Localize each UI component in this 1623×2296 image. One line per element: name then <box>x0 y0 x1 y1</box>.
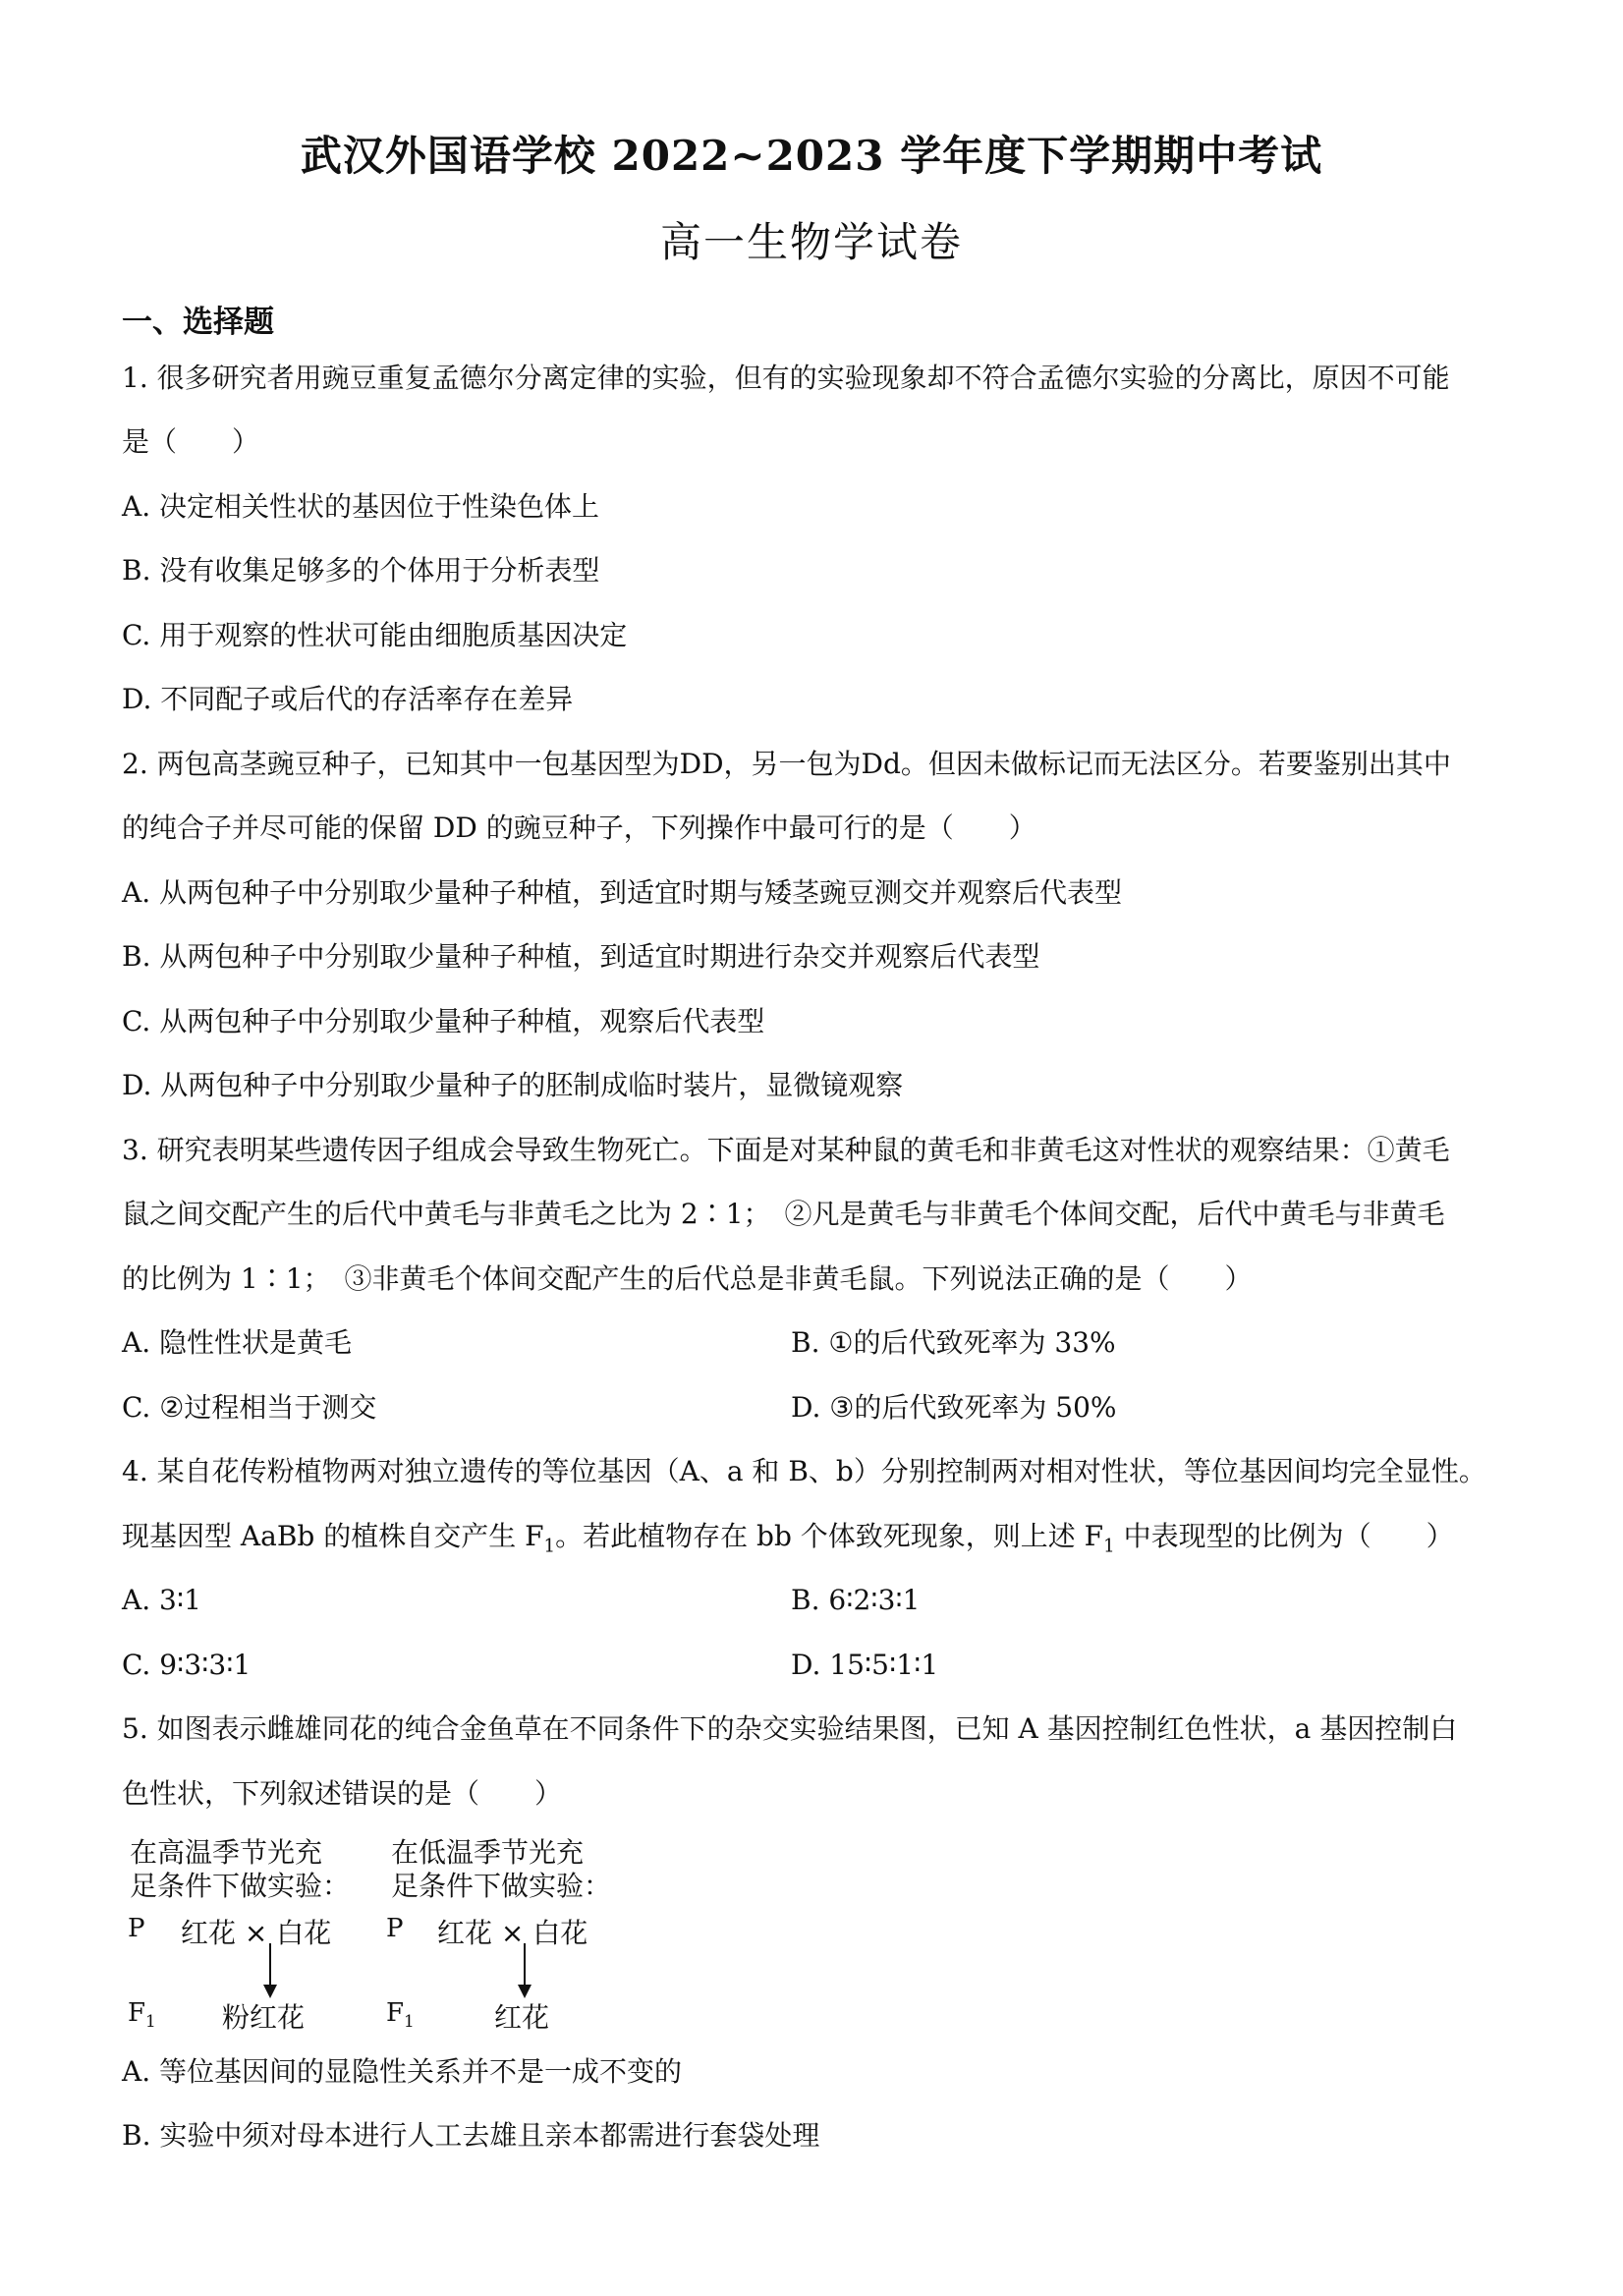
left-condition-line1: 在高温季节光充 <box>130 1836 323 1869</box>
q3-option-b: B. ①的后代致死率为 33% <box>791 1326 1116 1359</box>
q3-stem-line1: 3. 研究表明某些遗传因子组成会导致生物死亡。下面是对某种鼠的黄毛和非黄毛这对性状的观察结果：①黄毛 <box>122 1134 1450 1166</box>
q4-option-d: D. 15∶5∶1∶1 <box>791 1649 939 1681</box>
left-f1-result: 粉红花 <box>222 2001 306 2034</box>
q4-option-a: A. 3∶1 <box>122 1584 201 1616</box>
q2-option-d: D. 从两包种子中分别取少量种子的胚制成临时装片，显微镜观察 <box>122 1069 904 1101</box>
q4-option-c: C. 9∶3∶3∶1 <box>122 1649 252 1681</box>
q5-option-b: B. 实验中须对母本进行人工去雄且亲本都需进行套袋处理 <box>122 2119 820 2152</box>
q1-option-b: B. 没有收集足够多的个体用于分析表型 <box>122 554 600 587</box>
f-letter: F <box>128 1998 146 2028</box>
subscript-1: 1 <box>1103 1536 1115 1557</box>
f-letter: F <box>386 1998 405 2028</box>
q2-stem-line1: 2. 两包高茎豌豆种子，已知其中一包基因型为DD，另一包为Dd。但因未做标记而无法区分。若要鉴别出其中 <box>122 748 1451 780</box>
q4-stem-line2-part3: 中表现型的比例为（ ） <box>1114 1520 1454 1552</box>
f-subscript: 1 <box>145 2011 156 2032</box>
right-f1-label <box>386 1998 415 2031</box>
q4-stem-line2-part1: 现基因型 AaBb 的植株自交产生 F <box>122 1520 544 1552</box>
q4-stem-line2 <box>122 1519 1517 1565</box>
q1-option-c: C. 用于观察的性状可能由细胞质基因决定 <box>122 619 628 651</box>
right-cross-arrow-shaft <box>524 1943 526 1987</box>
exam-title: 武汉外国语学校 2022~2023 学年度下学期期中考试 <box>300 132 1323 180</box>
q4-option-b: B. 6∶2∶3∶1 <box>791 1584 921 1616</box>
q5-stem-line2: 色性状，下列叙述错误的是（ ） <box>122 1777 563 1810</box>
q3-option-a: A. 隐性性状是黄毛 <box>122 1326 353 1359</box>
left-f1-label <box>128 1998 156 2031</box>
f-subscript: 1 <box>404 2011 415 2032</box>
q2-option-a: A. 从两包种子中分别取少量种子种植，到适宜时期与矮茎豌豆测交并观察后代表型 <box>122 876 1123 909</box>
right-condition-line2: 足条件下做实验： <box>391 1870 612 1902</box>
q5-option-a: A. 等位基因间的显隐性关系并不是一成不变的 <box>122 2055 683 2088</box>
left-condition-line2: 足条件下做实验： <box>130 1870 351 1902</box>
q3-option-d: D. ③的后代致死率为 50% <box>791 1391 1117 1424</box>
q4-stem-line2-part2: 。若此植物存在 bb 个体致死现象，则上述 F <box>555 1520 1104 1552</box>
q3-stem-line3: 的比例为 1∶1； ③非黄毛个体间交配产生的后代总是非黄毛鼠。下列说法正确的是（ ） <box>122 1262 1253 1295</box>
q1-stem-line2: 是（ ） <box>122 425 260 458</box>
q3-option-c: C. ②过程相当于测交 <box>122 1391 377 1424</box>
q5-stem-line1: 5. 如图表示雌雄同花的纯合金鱼草在不同条件下的杂交实验结果图，已知 A 基因控制红色性状，a 基因控制白 <box>122 1712 1458 1745</box>
q3-stem-line2: 鼠之间交配产生的后代中黄毛与非黄毛之比为 2∶1； ②凡是黄毛与非黄毛个体间交配，后代中黄毛与非黄毛 <box>122 1198 1445 1230</box>
q2-stem-line2: 的纯合子并尽可能的保留 DD 的豌豆种子，下列操作中最可行的是（ ） <box>122 812 1036 844</box>
q1-option-d: D. 不同配子或后代的存活率存在差异 <box>122 683 574 715</box>
exam-subtitle: 高一生物学试卷 <box>659 218 963 266</box>
right-parents: 红花 × 白花 <box>437 1917 588 1949</box>
right-p-label: P <box>386 1914 404 1943</box>
right-condition-line1: 在低温季节光充 <box>391 1836 585 1869</box>
right-f1-result: 红花 <box>494 2001 550 2034</box>
q1-stem-line1: 1. 很多研究者用豌豆重复孟德尔分离定律的实验，但有的实验现象却不符合孟德尔实验的分离比，原因不可能 <box>122 362 1450 394</box>
q4-stem-line1: 4. 某自花传粉植物两对独立遗传的等位基因（A、a 和 B、b）分别控制两对相对性状，等位基因间均完全显性。 <box>122 1455 1486 1487</box>
left-parents: 红花 × 白花 <box>181 1917 332 1949</box>
left-cross-arrow-shaft <box>269 1943 271 1987</box>
left-p-label: P <box>128 1914 145 1943</box>
q2-option-c: C. 从两包种子中分别取少量种子种植，观察后代表型 <box>122 1005 765 1037</box>
subscript-1: 1 <box>543 1536 556 1557</box>
q1-option-a: A. 决定相关性状的基因位于性染色体上 <box>122 490 600 523</box>
q2-option-b: B. 从两包种子中分别取少量种子种植，到适宜时期进行杂交并观察后代表型 <box>122 940 1040 973</box>
section-heading: 一、选择题 <box>122 305 274 340</box>
